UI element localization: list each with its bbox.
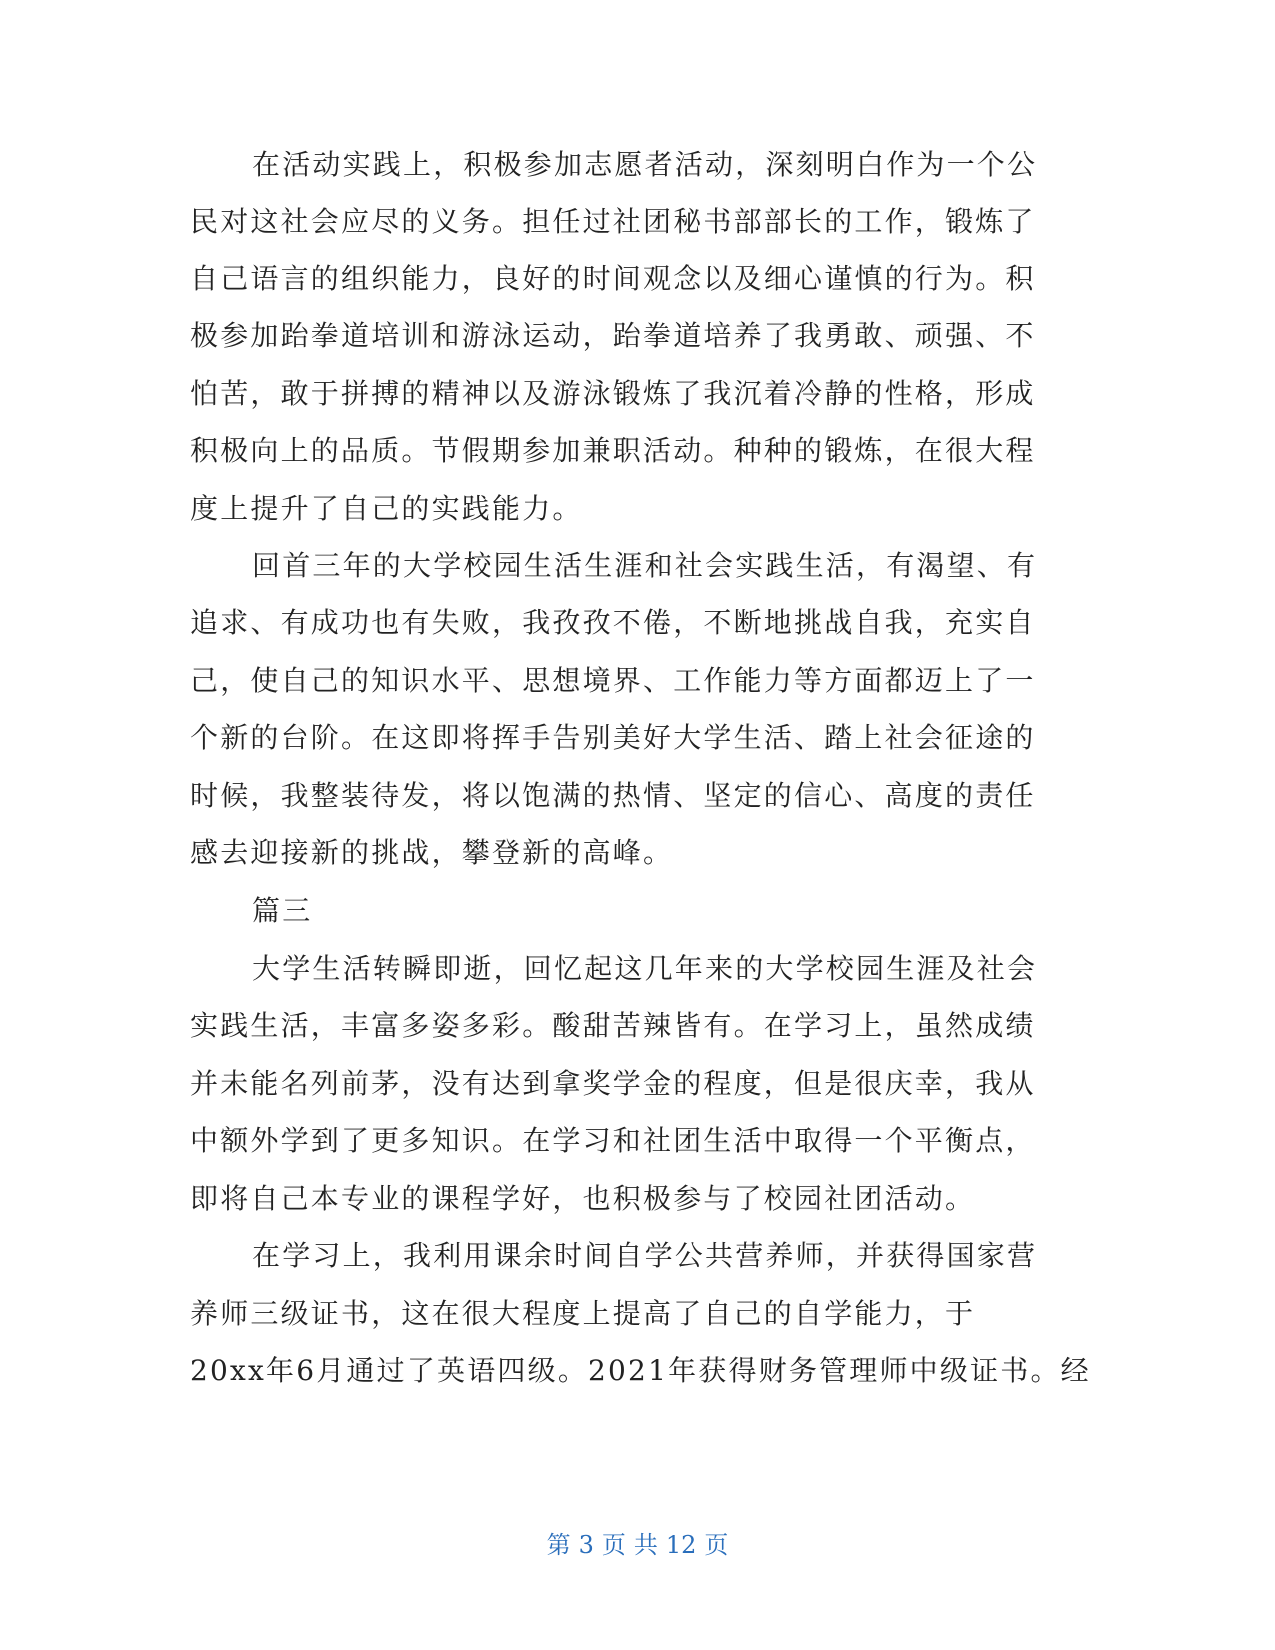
text-line: 即将自己本专业的课程学好，也积极参与了校园社团活动。 [190, 1182, 976, 1215]
text-line: 20xx年6月通过了英语四级。2021年获得财务管理师中级证书。经 [190, 1354, 1091, 1387]
text-line: 己，使自己的知识水平、思想境界、工作能力等方面都迈上了一 [190, 664, 1036, 697]
text-line: 回首三年的大学校园生活生涯和社会实践生活，有渴望、有 [252, 549, 1038, 582]
footer-total-prefix: 共 [633, 1531, 658, 1559]
text-line: 大学生活转瞬即逝，回忆起这几年来的大学校园生涯及社会 [252, 952, 1038, 985]
footer-prefix: 第 [546, 1531, 571, 1559]
text-line: 民对这社会应尽的义务。担任过社团秘书部部长的工作，锻炼了 [190, 205, 1036, 238]
text-line: 自己语言的组织能力，良好的时间观念以及细心谨慎的行为。积 [190, 262, 1036, 295]
text-line: 度上提升了自己的实践能力。 [190, 492, 583, 525]
text-line: 个新的台阶。在这即将挥手告别美好大学生活、踏上社会征途的 [190, 721, 1036, 754]
section-heading: 篇三 [252, 894, 313, 927]
text-line: 感去迎接新的挑战，攀登新的高峰。 [190, 836, 674, 869]
text-line: 怕苦，敢于拼搏的精神以及游泳锻炼了我沉着冷静的性格，形成 [190, 377, 1036, 410]
text-line: 实践生活，丰富多姿多彩。酸甜苦辣皆有。在学习上，虽然成绩 [190, 1009, 1036, 1042]
footer-page-label: 页 [601, 1531, 626, 1559]
text-line: 积极向上的品质。节假期参加兼职活动。种种的锻炼，在很大程 [190, 434, 1036, 467]
text-line: 追求、有成功也有失败，我孜孜不倦，不断地挑战自我，充实自 [190, 606, 1036, 639]
text-line: 在学习上，我利用课余时间自学公共营养师，并获得国家营 [252, 1239, 1038, 1272]
current-page-number: 3 [578, 1531, 594, 1559]
text-line: 时候，我整装待发，将以饱满的热情、坚定的信心、高度的责任 [190, 779, 1036, 812]
text-line: 养师三级证书，这在很大程度上提高了自己的自学能力，于 [190, 1297, 976, 1330]
text-line: 在活动实践上，积极参加志愿者活动，深刻明白作为一个公 [252, 148, 1038, 181]
page-footer [0, 1529, 1275, 1561]
total-page-count: 12 [665, 1531, 697, 1559]
text-line: 极参加跆拳道培训和游泳运动，跆拳道培养了我勇敢、顽强、不 [190, 319, 1036, 352]
footer-total-suffix: 页 [704, 1531, 729, 1559]
text-line: 并未能名列前茅，没有达到拿奖学金的程度，但是很庆幸，我从 [190, 1067, 1036, 1100]
text-line: 中额外学到了更多知识。在学习和社团生活中取得一个平衡点， [190, 1124, 1036, 1157]
